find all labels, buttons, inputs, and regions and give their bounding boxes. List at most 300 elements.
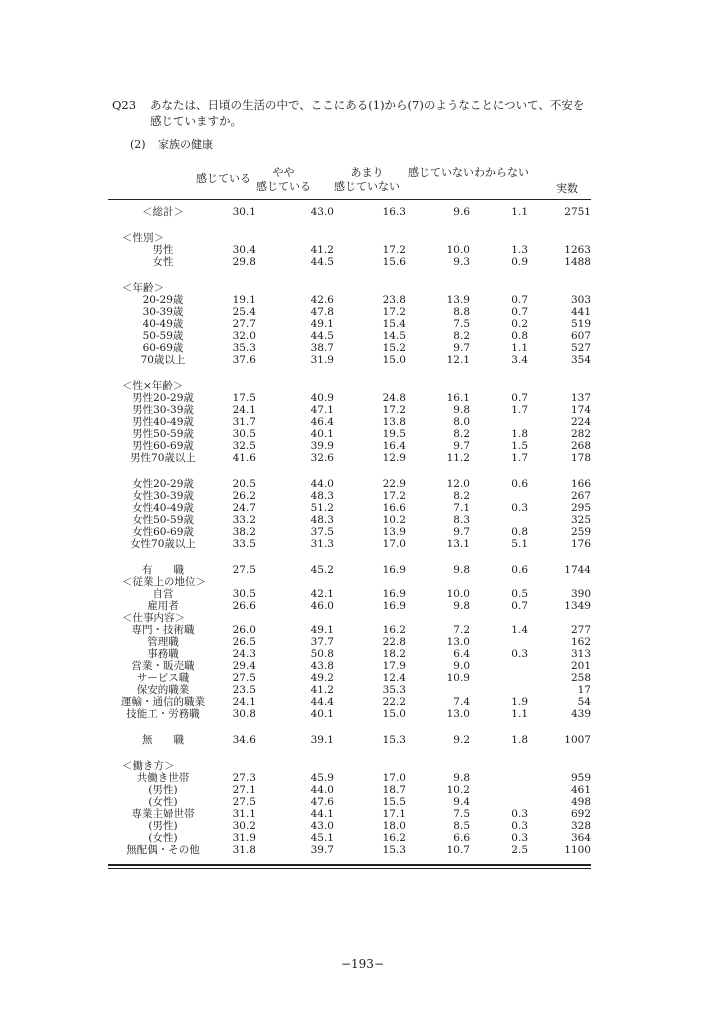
table-row bbox=[108, 734, 591, 746]
table-row bbox=[108, 636, 591, 648]
cell-percent: 50.8 bbox=[310, 648, 334, 660]
row-label: 男性30-39歳 bbox=[132, 404, 194, 416]
cell-count: 259 bbox=[570, 526, 591, 538]
cell-percent: 9.3 bbox=[453, 256, 470, 268]
cell-percent: 8.2 bbox=[453, 490, 470, 502]
cell-percent: 1.7 bbox=[511, 404, 528, 416]
cell-percent: 13.0 bbox=[446, 636, 470, 648]
cell-percent: 1.5 bbox=[511, 440, 528, 452]
cell-percent: 37.6 bbox=[232, 354, 256, 366]
row-label: (男性) bbox=[148, 820, 178, 832]
cell-percent: 51.2 bbox=[310, 502, 334, 514]
cell-percent: 7.5 bbox=[453, 318, 470, 330]
cell-percent: 47.8 bbox=[310, 306, 334, 318]
cell-percent: 1.7 bbox=[511, 452, 528, 464]
cell-percent: 35.3 bbox=[382, 684, 406, 696]
row-label: 女性30-39歳 bbox=[132, 490, 194, 502]
table-row bbox=[108, 342, 591, 354]
cell-count: 176 bbox=[570, 538, 591, 550]
cell-percent: 15.3 bbox=[382, 844, 406, 856]
cell-count: 325 bbox=[570, 514, 591, 526]
table-top-rule bbox=[108, 199, 591, 200]
cell-percent: 17.2 bbox=[382, 404, 406, 416]
row-label: 女性70歳以上 bbox=[130, 538, 196, 550]
cell-percent: 38.7 bbox=[310, 342, 334, 354]
cell-percent: 19.1 bbox=[232, 294, 256, 306]
table-row bbox=[108, 294, 591, 306]
cell-percent: 16.9 bbox=[382, 588, 406, 600]
table-row bbox=[108, 206, 591, 218]
cell-percent: 49.2 bbox=[310, 672, 334, 684]
cell-percent: 47.6 bbox=[310, 796, 334, 808]
cell-percent: 44.1 bbox=[310, 808, 334, 820]
cell-percent: 45.1 bbox=[310, 832, 334, 844]
row-label: サービス職 bbox=[136, 672, 190, 684]
row-label: 有 職 bbox=[142, 564, 184, 576]
cell-percent: 8.3 bbox=[453, 514, 470, 526]
row-label: 自営 bbox=[152, 588, 174, 600]
table-bottom-rule bbox=[108, 864, 591, 866]
cell-count: 201 bbox=[570, 660, 591, 672]
cell-percent: 9.6 bbox=[453, 206, 470, 218]
cell-percent: 1.9 bbox=[511, 696, 528, 708]
header-col6: 実数 bbox=[556, 182, 578, 195]
table-row bbox=[108, 330, 591, 342]
row-label: ＜性別＞ bbox=[122, 232, 164, 244]
table-row bbox=[108, 660, 591, 672]
cell-percent: 12.1 bbox=[446, 354, 470, 366]
cell-percent: 9.7 bbox=[453, 440, 470, 452]
cell-percent: 22.2 bbox=[382, 696, 406, 708]
cell-percent: 9.7 bbox=[453, 342, 470, 354]
cell-percent: 31.1 bbox=[232, 808, 256, 820]
row-label: 男性40-49歳 bbox=[132, 416, 194, 428]
header-col4: 感じていない bbox=[408, 166, 474, 179]
cell-percent: 18.7 bbox=[382, 784, 406, 796]
cell-percent: 49.1 bbox=[310, 318, 334, 330]
cell-percent: 15.2 bbox=[382, 342, 406, 354]
cell-count: 692 bbox=[570, 808, 591, 820]
cell-percent: 13.9 bbox=[382, 526, 406, 538]
table-row bbox=[108, 708, 591, 720]
row-label: 男性 bbox=[152, 244, 174, 256]
cell-count: 166 bbox=[570, 478, 591, 490]
table-row bbox=[108, 354, 591, 366]
row-label: ＜仕事内容＞ bbox=[122, 612, 185, 624]
cell-percent: 17.9 bbox=[382, 660, 406, 672]
cell-count: 174 bbox=[570, 404, 591, 416]
row-label: 管理職 bbox=[147, 636, 179, 648]
table-row bbox=[108, 244, 591, 256]
row-label: 専門・技術職 bbox=[131, 624, 195, 636]
table-row bbox=[108, 440, 591, 452]
cell-percent: 47.1 bbox=[310, 404, 334, 416]
row-label: 営業・販売職 bbox=[131, 660, 195, 672]
cell-count: 277 bbox=[570, 624, 591, 636]
cell-count: 137 bbox=[570, 392, 591, 404]
cell-percent: 10.9 bbox=[446, 672, 470, 684]
cell-count: 282 bbox=[570, 428, 591, 440]
header-col5: わからない bbox=[474, 166, 529, 179]
cell-percent: 1.8 bbox=[511, 734, 528, 746]
cell-percent: 44.0 bbox=[310, 478, 334, 490]
row-label: ＜総計＞ bbox=[142, 206, 184, 218]
cell-percent: 13.0 bbox=[446, 708, 470, 720]
cell-percent: 31.3 bbox=[310, 538, 334, 550]
cell-percent: 0.3 bbox=[511, 820, 528, 832]
table-row bbox=[108, 796, 591, 808]
header-col3-line1: あまり bbox=[350, 166, 384, 179]
cell-percent: 31.8 bbox=[232, 844, 256, 856]
cell-percent: 44.4 bbox=[310, 696, 334, 708]
header-col1: 感じている bbox=[196, 172, 251, 185]
cell-percent: 41.2 bbox=[310, 684, 334, 696]
cell-percent: 0.3 bbox=[511, 808, 528, 820]
row-label: ＜性×年齢＞ bbox=[122, 380, 184, 392]
header-col2-line2: 感じている bbox=[256, 180, 311, 193]
cell-percent: 18.2 bbox=[382, 648, 406, 660]
row-label: 共働き世帯 bbox=[136, 772, 190, 784]
row-label: 女性60-69歳 bbox=[132, 526, 194, 538]
cell-percent: 15.0 bbox=[382, 354, 406, 366]
cell-percent: 6.6 bbox=[453, 832, 470, 844]
row-label: 事務職 bbox=[147, 648, 179, 660]
cell-percent: 15.6 bbox=[382, 256, 406, 268]
cell-percent: 39.7 bbox=[310, 844, 334, 856]
cell-percent: 9.2 bbox=[453, 734, 470, 746]
cell-percent: 33.2 bbox=[232, 514, 256, 526]
cell-percent: 0.8 bbox=[511, 330, 528, 342]
cell-percent: 10.2 bbox=[446, 784, 470, 796]
cell-percent: 16.9 bbox=[382, 600, 406, 612]
cell-percent: 44.0 bbox=[310, 784, 334, 796]
table-row bbox=[108, 526, 591, 538]
cell-count: 498 bbox=[570, 796, 591, 808]
cell-percent: 9.8 bbox=[453, 404, 470, 416]
cell-percent: 15.0 bbox=[382, 708, 406, 720]
table-row bbox=[108, 452, 591, 464]
cell-percent: 46.0 bbox=[310, 600, 334, 612]
cell-percent: 16.2 bbox=[382, 832, 406, 844]
table-row bbox=[108, 612, 591, 624]
cell-percent: 46.4 bbox=[310, 416, 334, 428]
cell-percent: 30.5 bbox=[232, 588, 256, 600]
cell-percent: 1.4 bbox=[511, 624, 528, 636]
header-col2 bbox=[256, 166, 311, 194]
cell-percent: 11.2 bbox=[446, 452, 470, 464]
cell-count: 354 bbox=[570, 354, 591, 366]
cell-percent: 16.9 bbox=[382, 564, 406, 576]
cell-count: 607 bbox=[570, 330, 591, 342]
cell-percent: 17.0 bbox=[382, 772, 406, 784]
table-row bbox=[108, 672, 591, 684]
cell-percent: 32.6 bbox=[310, 452, 334, 464]
cell-percent: 40.1 bbox=[310, 708, 334, 720]
subquestion-number: (2) bbox=[130, 138, 146, 151]
cell-count: 268 bbox=[570, 440, 591, 452]
row-label: ＜従業上の地位＞ bbox=[122, 576, 206, 588]
row-label: 30-39歳 bbox=[142, 306, 184, 318]
cell-count: 224 bbox=[570, 416, 591, 428]
cell-percent: 27.5 bbox=[232, 564, 256, 576]
cell-percent: 13.9 bbox=[446, 294, 470, 306]
cell-percent: 8.5 bbox=[453, 820, 470, 832]
table-row bbox=[108, 256, 591, 268]
cell-percent: 15.3 bbox=[382, 734, 406, 746]
cell-percent: 26.2 bbox=[232, 490, 256, 502]
table-row bbox=[108, 318, 591, 330]
cell-percent: 30.1 bbox=[232, 206, 256, 218]
cell-percent: 15.5 bbox=[382, 796, 406, 808]
row-label: 男性70歳以上 bbox=[130, 452, 196, 464]
cell-percent: 10.7 bbox=[446, 844, 470, 856]
header-col3 bbox=[334, 166, 400, 194]
cell-percent: 14.5 bbox=[382, 330, 406, 342]
cell-percent: 16.1 bbox=[446, 392, 470, 404]
table-row bbox=[108, 404, 591, 416]
cell-percent: 0.3 bbox=[511, 648, 528, 660]
table-row bbox=[108, 490, 591, 502]
cell-percent: 40.9 bbox=[310, 392, 334, 404]
row-label: 保安的職業 bbox=[136, 684, 190, 696]
table-row bbox=[108, 648, 591, 660]
page-number: −193− bbox=[340, 957, 384, 971]
cell-count: 441 bbox=[570, 306, 591, 318]
question-text-line2: 感じていますか。 bbox=[150, 114, 242, 128]
cell-percent: 43.8 bbox=[310, 660, 334, 672]
cell-percent: 0.3 bbox=[511, 832, 528, 844]
row-label: (男性) bbox=[148, 784, 178, 796]
row-label: ＜年齢＞ bbox=[122, 282, 164, 294]
subquestion-title: 家族の健康 bbox=[158, 138, 213, 151]
cell-count: 258 bbox=[570, 672, 591, 684]
cell-percent: 27.3 bbox=[232, 772, 256, 784]
row-label: 男性50-59歳 bbox=[132, 428, 194, 440]
cell-percent: 17.5 bbox=[232, 392, 256, 404]
cell-percent: 17.2 bbox=[382, 490, 406, 502]
row-label: 女性50-59歳 bbox=[132, 514, 194, 526]
cell-percent: 8.0 bbox=[453, 416, 470, 428]
cell-percent: 24.1 bbox=[232, 404, 256, 416]
cell-percent: 1.1 bbox=[511, 206, 528, 218]
cell-percent: 27.7 bbox=[232, 318, 256, 330]
row-label: 無配偶・その他 bbox=[126, 844, 200, 856]
table-row bbox=[108, 576, 591, 588]
cell-percent: 17.2 bbox=[382, 244, 406, 256]
cell-percent: 0.9 bbox=[511, 256, 528, 268]
table-row bbox=[108, 600, 591, 612]
cell-percent: 24.3 bbox=[232, 648, 256, 660]
cell-count: 17 bbox=[577, 684, 591, 696]
cell-percent: 33.5 bbox=[232, 538, 256, 550]
cell-percent: 0.7 bbox=[511, 306, 528, 318]
cell-percent: 0.5 bbox=[511, 588, 528, 600]
header-col3-line2: 感じていない bbox=[334, 180, 400, 193]
cell-percent: 17.2 bbox=[382, 306, 406, 318]
cell-percent: 10.0 bbox=[446, 588, 470, 600]
question-number: Q23 bbox=[112, 98, 137, 112]
row-label: 20-29歳 bbox=[142, 294, 184, 306]
cell-percent: 12.4 bbox=[382, 672, 406, 684]
cell-percent: 39.1 bbox=[310, 734, 334, 746]
cell-percent: 0.7 bbox=[511, 392, 528, 404]
cell-count: 313 bbox=[570, 648, 591, 660]
cell-percent: 30.2 bbox=[232, 820, 256, 832]
cell-percent: 17.1 bbox=[382, 808, 406, 820]
table-row bbox=[108, 772, 591, 784]
cell-percent: 12.0 bbox=[446, 478, 470, 490]
cell-count: 364 bbox=[570, 832, 591, 844]
table-row bbox=[108, 306, 591, 318]
cell-percent: 3.4 bbox=[511, 354, 528, 366]
cell-percent: 0.7 bbox=[511, 600, 528, 612]
cell-percent: 27.5 bbox=[232, 796, 256, 808]
table-row bbox=[108, 784, 591, 796]
question bbox=[112, 97, 584, 129]
cell-percent: 44.5 bbox=[310, 330, 334, 342]
table-row bbox=[108, 282, 591, 294]
cell-percent: 7.4 bbox=[453, 696, 470, 708]
cell-percent: 41.6 bbox=[232, 452, 256, 464]
table-row bbox=[108, 416, 591, 428]
row-label: 女性20-29歳 bbox=[132, 478, 194, 490]
cell-count: 328 bbox=[570, 820, 591, 832]
cell-percent: 44.5 bbox=[310, 256, 334, 268]
cell-percent: 26.5 bbox=[232, 636, 256, 648]
cell-percent: 23.5 bbox=[232, 684, 256, 696]
cell-percent: 9.8 bbox=[453, 600, 470, 612]
cell-percent: 48.3 bbox=[310, 514, 334, 526]
cell-percent: 24.1 bbox=[232, 696, 256, 708]
cell-percent: 29.4 bbox=[232, 660, 256, 672]
table-row bbox=[108, 832, 591, 844]
cell-percent: 22.8 bbox=[382, 636, 406, 648]
cell-percent: 7.5 bbox=[453, 808, 470, 820]
cell-percent: 10.0 bbox=[446, 244, 470, 256]
cell-count: 162 bbox=[570, 636, 591, 648]
table-row bbox=[108, 478, 591, 490]
cell-percent: 16.2 bbox=[382, 624, 406, 636]
cell-percent: 0.6 bbox=[511, 478, 528, 490]
cell-percent: 49.1 bbox=[310, 624, 334, 636]
cell-percent: 1.3 bbox=[511, 244, 528, 256]
cell-percent: 0.3 bbox=[511, 502, 528, 514]
cell-percent: 39.9 bbox=[310, 440, 334, 452]
cell-percent: 8.2 bbox=[453, 330, 470, 342]
cell-percent: 0.8 bbox=[511, 526, 528, 538]
row-label: 男性20-29歳 bbox=[132, 392, 194, 404]
cell-percent: 32.0 bbox=[232, 330, 256, 342]
cell-percent: 27.1 bbox=[232, 784, 256, 796]
table-row bbox=[108, 538, 591, 550]
row-label: 専業主婦世帯 bbox=[131, 808, 195, 820]
cell-percent: 24.7 bbox=[232, 502, 256, 514]
cell-percent: 32.5 bbox=[232, 440, 256, 452]
row-label: 50-59歳 bbox=[142, 330, 184, 342]
cell-percent: 16.6 bbox=[382, 502, 406, 514]
table-row bbox=[108, 820, 591, 832]
cell-percent: 31.7 bbox=[232, 416, 256, 428]
table-row bbox=[108, 380, 591, 392]
row-label: ＜働き方＞ bbox=[122, 760, 175, 772]
cell-count: 519 bbox=[570, 318, 591, 330]
table-row bbox=[108, 232, 591, 244]
cell-percent: 45.2 bbox=[310, 564, 334, 576]
row-label: (女性) bbox=[148, 832, 178, 844]
cell-percent: 9.8 bbox=[453, 772, 470, 784]
header-col2-line1: やや bbox=[272, 166, 295, 179]
cell-percent: 20.5 bbox=[232, 478, 256, 490]
table-row bbox=[108, 428, 591, 440]
cell-percent: 2.5 bbox=[511, 844, 528, 856]
table-bottom-rule-thin bbox=[108, 868, 591, 869]
cell-percent: 12.9 bbox=[382, 452, 406, 464]
cell-percent: 9.8 bbox=[453, 564, 470, 576]
cell-percent: 43.0 bbox=[310, 820, 334, 832]
cell-percent: 45.9 bbox=[310, 772, 334, 784]
question-text-line1: あなたは、日頃の生活の中で、ここにある(1)から(7)のようなことについて、不安を bbox=[150, 98, 585, 112]
cell-percent: 30.4 bbox=[232, 244, 256, 256]
row-label: 男性60-69歳 bbox=[132, 440, 194, 452]
cell-percent: 0.6 bbox=[511, 564, 528, 576]
table-row bbox=[108, 502, 591, 514]
cell-percent: 30.5 bbox=[232, 428, 256, 440]
cell-percent: 9.4 bbox=[453, 796, 470, 808]
cell-percent: 16.4 bbox=[382, 440, 406, 452]
cell-percent: 48.3 bbox=[310, 490, 334, 502]
row-label: (女性) bbox=[148, 796, 178, 808]
table-row bbox=[108, 760, 591, 772]
cell-percent: 17.0 bbox=[382, 538, 406, 550]
cell-count: 959 bbox=[570, 772, 591, 784]
table-row bbox=[108, 588, 591, 600]
cell-count: 54 bbox=[577, 696, 591, 708]
cell-percent: 6.4 bbox=[453, 648, 470, 660]
cell-percent: 0.7 bbox=[511, 294, 528, 306]
cell-percent: 13.1 bbox=[446, 538, 470, 550]
cell-count: 461 bbox=[570, 784, 591, 796]
cell-percent: 41.2 bbox=[310, 244, 334, 256]
cell-count: 527 bbox=[570, 342, 591, 354]
cell-percent: 34.6 bbox=[232, 734, 256, 746]
cell-percent: 9.0 bbox=[453, 660, 470, 672]
cell-percent: 5.1 bbox=[511, 538, 528, 550]
row-label: 女性40-49歳 bbox=[132, 502, 194, 514]
cell-percent: 13.8 bbox=[382, 416, 406, 428]
table-row bbox=[108, 624, 591, 636]
cell-percent: 31.9 bbox=[232, 832, 256, 844]
cell-percent: 19.5 bbox=[382, 428, 406, 440]
row-label: 技能工・労務職 bbox=[126, 708, 200, 720]
cell-percent: 1.1 bbox=[511, 342, 528, 354]
row-label: 運輸・通信的職業 bbox=[121, 696, 205, 708]
cell-percent: 42.6 bbox=[310, 294, 334, 306]
row-label: 70歳以上 bbox=[140, 354, 186, 366]
cell-percent: 40.1 bbox=[310, 428, 334, 440]
cell-percent: 30.8 bbox=[232, 708, 256, 720]
cell-percent: 23.8 bbox=[382, 294, 406, 306]
cell-percent: 31.9 bbox=[310, 354, 334, 366]
row-label: 女性 bbox=[152, 256, 174, 268]
cell-count: 303 bbox=[570, 294, 591, 306]
row-label: 無 職 bbox=[142, 734, 184, 746]
cell-count: 1263 bbox=[564, 244, 591, 256]
table-row bbox=[108, 684, 591, 696]
cell-percent: 18.0 bbox=[382, 820, 406, 832]
subquestion bbox=[130, 136, 213, 152]
cell-percent: 7.2 bbox=[453, 624, 470, 636]
cell-percent: 42.1 bbox=[310, 588, 334, 600]
